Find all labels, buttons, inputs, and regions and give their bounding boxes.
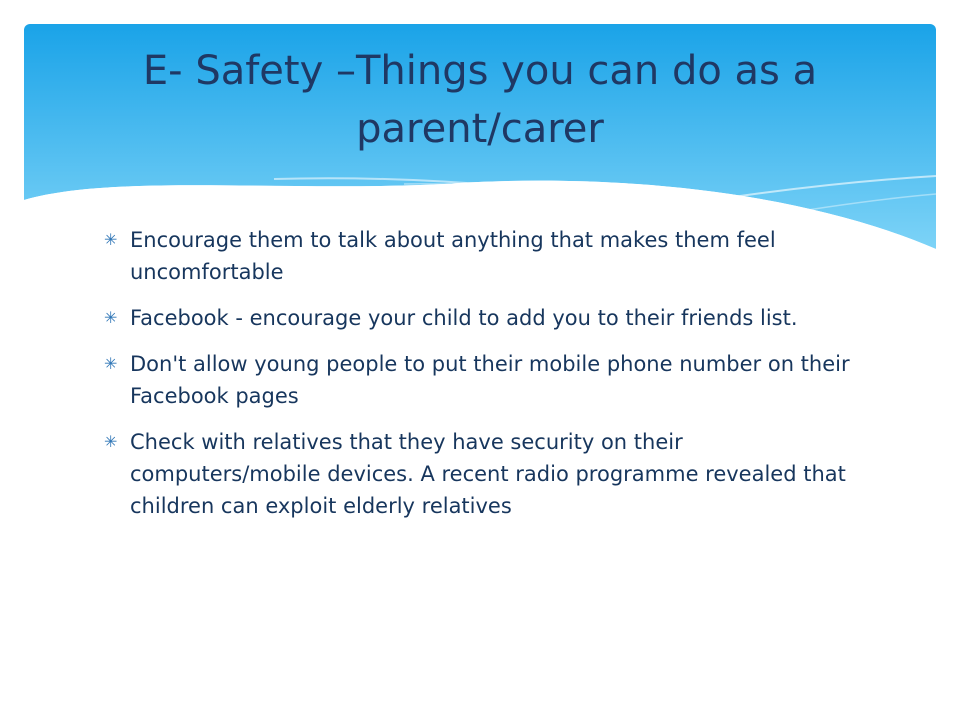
bullet-text: Encourage them to talk about anything that makes them feel uncomfortable (130, 228, 776, 284)
bullet-text: Don't allow young people to put their mobile phone number on their Facebook pages (130, 352, 850, 408)
bullet-item (104, 302, 874, 334)
asterisk-icon: ✳ (104, 308, 118, 327)
bullet-list (104, 224, 874, 536)
bullet-item (104, 426, 874, 522)
bullet-item (104, 348, 874, 412)
bullet-text: Check with relatives that they have security on their computers/mobile devices. A recent radio programme revealed that children can exploit elderly relatives (130, 430, 846, 518)
bullet-text: Facebook - encourage your child to add you to their friends list. (130, 306, 798, 330)
asterisk-icon: ✳ (104, 432, 118, 451)
slide-title: E- Safety –Things you can do as a parent/carer (142, 48, 818, 152)
asterisk-icon: ✳ (104, 354, 118, 373)
asterisk-icon: ✳ (104, 230, 118, 249)
bullet-item (104, 224, 874, 288)
